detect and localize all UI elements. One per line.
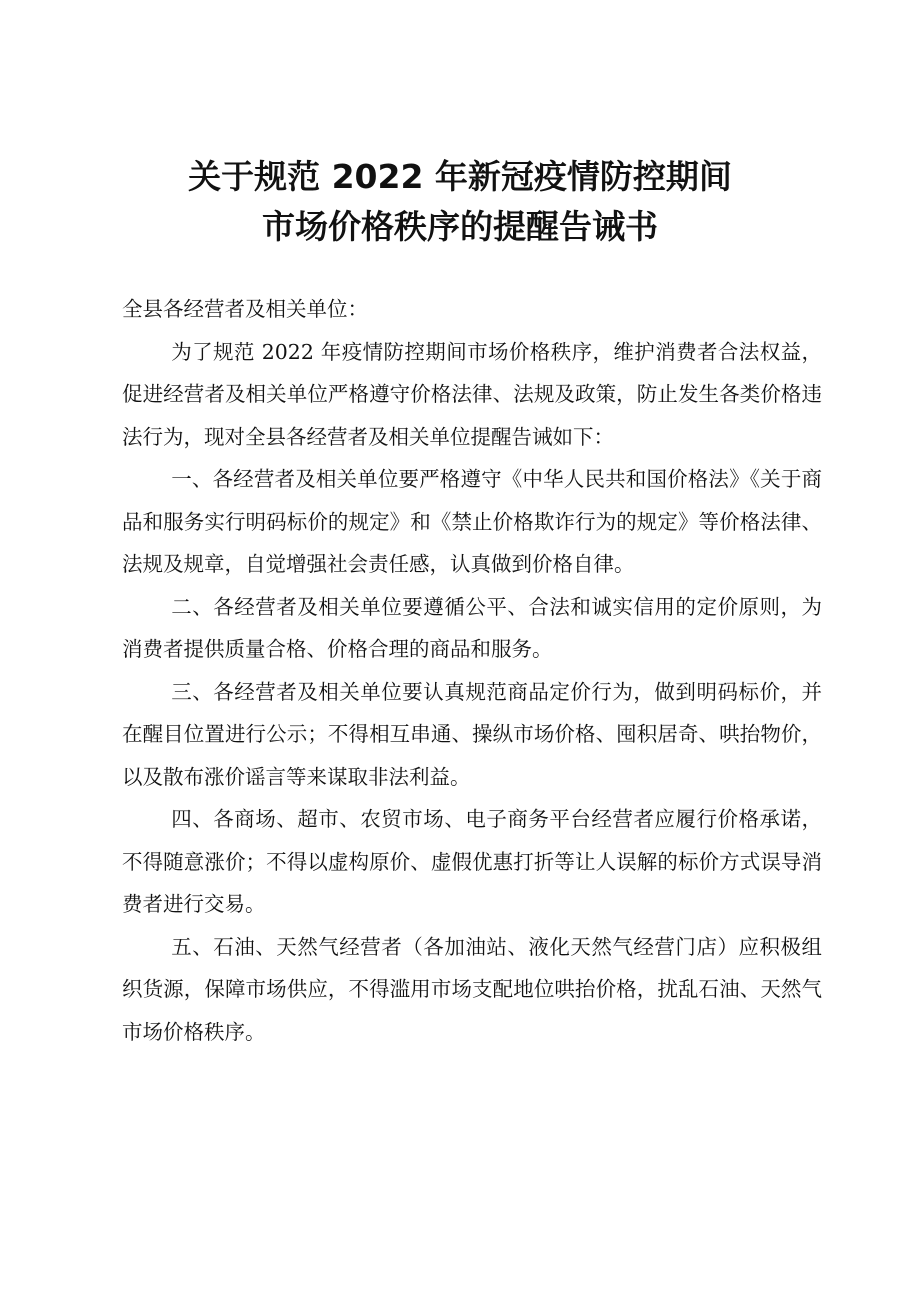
document-body: [122, 288, 822, 1053]
paragraph-item-1: 一、各经营者及相关单位要严格遵守《中华人民共和国价格法》《关于商品和服务实行明码标价的规定》和《禁止价格欺诈行为的规定》等价格法律、法规及规章，自觉增强社会责任感，认真做到价格自律。: [122, 467, 822, 576]
paragraph-item-3: 三、各经营者及相关单位要认真规范商品定价行为，做到明码标价，并在醒目位置进行公示；不得相互串通、操纵市场价格、囤积居奇、哄抬物价，以及散布涨价谣言等来谋取非法利益。: [122, 679, 822, 789]
title-line-2: 市场价格秩序的提醒告诫书: [262, 207, 658, 246]
paragraph-item-2: 二、各经营者及相关单位要遵循公平、合法和诚实信用的定价原则，为消费者提供质量合格、价格合理的商品和服务。: [122, 594, 822, 661]
paragraph-item-4: 四、各商场、超市、农贸市场、电子商务平台经营者应履行价格承诺，不得随意涨价；不得以虚构原价、虚假优惠打折等让人误解的标价方式误导消费者进行交易。: [122, 807, 822, 916]
paragraph-intro: 为了规范 2022 年疫情防控期间市场价格秩序，维护消费者合法权益，促进经营者及相关单位严格遵守价格法律、法规及政策，防止发生各类价格违法行为，现对全县各经营者及相关单位提醒告诫如下：: [122, 339, 822, 449]
salutation: 全县各经营者及相关单位：: [122, 297, 368, 321]
document-title: [0, 152, 920, 252]
paragraph-item-5: 五、石油、天然气经营者（各加油站、液化天然气经营门店）应积极组织货源，保障市场供应，不得滥用市场支配地位哄抬价格，扰乱石油、天然气市场价格秩序。: [122, 934, 822, 1044]
title-line-1: 关于规范 2022 年新冠疫情防控期间: [188, 157, 732, 196]
